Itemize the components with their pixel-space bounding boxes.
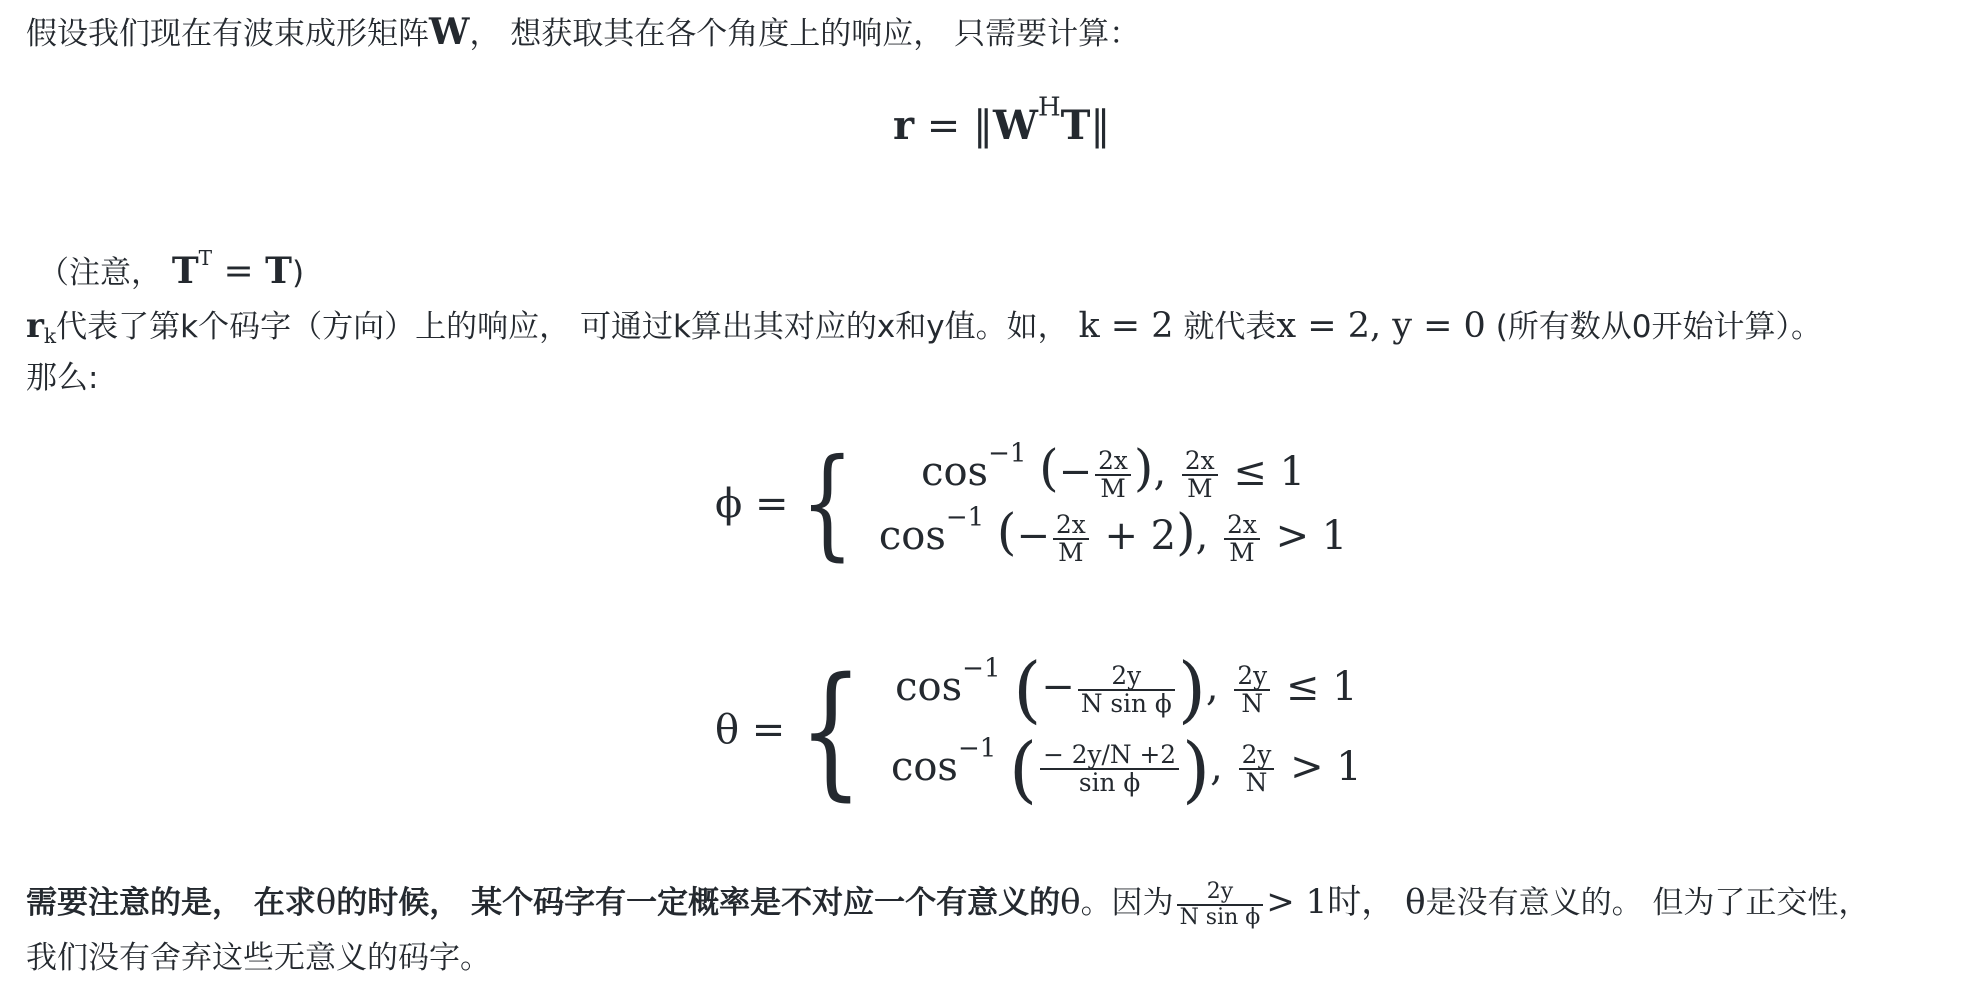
eq-norm-close: ‖ bbox=[1090, 103, 1111, 149]
caution-line-2: 我们没有舍弃这些无意义的码字。 bbox=[26, 940, 491, 976]
theta-case1-frac: $\frac{2y}{\text{N sin ϕ}}$ bbox=[1078, 663, 1175, 717]
theta-lhs: θ = bbox=[715, 706, 786, 753]
theta-case2-cond-frac: $\frac{2y}{N}$ bbox=[1239, 742, 1275, 796]
phi-case2-frac: $\frac{2x}{M}$ bbox=[1053, 512, 1089, 566]
theta-case1-inv: −1 bbox=[962, 653, 1001, 684]
theta-brace: { bbox=[799, 645, 864, 814]
note-open: （注意， bbox=[38, 255, 162, 291]
caution-frac: $\frac{2y}{\text{N sin ϕ}}$ bbox=[1177, 880, 1264, 928]
phi-case2-plus2: + 2 bbox=[1104, 513, 1177, 560]
phi-case2-cond: > 1 bbox=[1275, 513, 1348, 560]
caution-text-e: 是没有意义的。 但为了正交性， bbox=[1425, 885, 1870, 921]
theta-case1-cos: cos bbox=[895, 663, 963, 710]
note-T-sup: T bbox=[198, 245, 213, 270]
math-x-y: x = 2, y = 0 bbox=[1276, 306, 1486, 346]
note-eq: = bbox=[212, 251, 266, 292]
codeword-text-b: 就代表 bbox=[1183, 309, 1277, 345]
r-subscript-k: k bbox=[43, 324, 57, 349]
phi-case1-inv: −1 bbox=[988, 438, 1027, 469]
theta-case1-cond: ≤ 1 bbox=[1285, 663, 1358, 710]
note-T2: T bbox=[265, 250, 292, 292]
intro-text: 假设我们现在有波束成形矩阵 bbox=[26, 16, 429, 52]
phi-case2-cond-frac: $\frac{2x}{M}$ bbox=[1224, 512, 1260, 566]
matrix-W: W bbox=[429, 11, 470, 53]
note-line bbox=[38, 247, 304, 297]
note-close: ) bbox=[291, 255, 305, 291]
theta-case-2: $\cos^{-1}$ ( $\frac{- 2y/N +2}{\text{sin ϕ}}$ ), $\frac{2y}{N}$ > 1 bbox=[890, 726, 1362, 811]
intro-text-rest: ， 想获取其在各个角度上的响应， 只需要计算： bbox=[469, 16, 1141, 52]
caution-text-d: > 1时， bbox=[1266, 882, 1396, 922]
caution-paragraph bbox=[26, 878, 1869, 929]
theta-case1-cond-frac: $\frac{2y}{N}$ bbox=[1234, 663, 1270, 717]
phi-case-2: $\cos^{-1}$ (− $\frac{2x}{M}$ + 2), $\frac{2x}{M}$ > 1 bbox=[878, 502, 1348, 568]
math-k-equals-2: k = 2 bbox=[1078, 306, 1174, 346]
equation-phi bbox=[715, 434, 1348, 574]
intro-paragraph bbox=[26, 8, 1140, 58]
eq-T: T bbox=[1060, 102, 1091, 149]
caution-theta-1: θ bbox=[315, 882, 337, 922]
codeword-text-a: 代表了第k个码字（方向）上的响应， 可通过k算出其对应的x和y值。如， bbox=[56, 309, 1069, 345]
theta-case2-cos: cos bbox=[890, 743, 958, 790]
phi-brace: { bbox=[799, 434, 854, 574]
theta-case2-frac: $\frac{- 2y/N +2}{\text{sin ϕ}}$ bbox=[1040, 742, 1179, 796]
then-line: 那么: bbox=[26, 360, 99, 396]
phi-case1-neg: − bbox=[1058, 449, 1093, 495]
theta-case1-neg: − bbox=[1041, 663, 1075, 710]
eq-W: W bbox=[993, 102, 1038, 149]
phi-case1-cond: ≤ 1 bbox=[1233, 449, 1306, 495]
r-symbol: r bbox=[26, 306, 44, 346]
phi-lhs: ϕ = bbox=[715, 481, 789, 528]
caution-theta-2: θ bbox=[1060, 882, 1081, 922]
caution-text-c: 。因为 bbox=[1080, 885, 1174, 921]
phi-case2-cos: cos bbox=[878, 513, 946, 560]
eq-r: r bbox=[893, 102, 915, 149]
equation-response bbox=[893, 92, 1111, 149]
phi-case2-neg: − bbox=[1016, 513, 1050, 560]
phi-case1-cos: cos bbox=[921, 449, 989, 495]
phi-case1-cond-frac: $\frac{2x}{M}$ bbox=[1182, 448, 1218, 502]
note-T: T bbox=[171, 250, 199, 292]
theta-case-1: $\cos^{-1}$ (− $\frac{2y}{\text{N sin ϕ}}$ ), $\frac{2y}{N}$ ≤ 1 bbox=[895, 647, 1358, 731]
phi-case1-frac: $\frac{2x}{M}$ bbox=[1095, 448, 1131, 502]
eq-H-superscript: H bbox=[1037, 92, 1061, 123]
codeword-paragraph bbox=[26, 302, 1822, 351]
equation-theta bbox=[715, 645, 1362, 814]
caution-theta-3: θ bbox=[1405, 882, 1426, 922]
phi-case2-inv: −1 bbox=[945, 502, 985, 533]
theta-case2-cond: > 1 bbox=[1290, 743, 1362, 790]
eq-equals-norm: = ‖ bbox=[914, 103, 994, 149]
caution-bold-a: 需要注意的是， 在求 bbox=[26, 885, 316, 921]
phi-case-1: $\cos^{-1}$ (− $\frac{2x}{M}$ ), $\frac{2x}{M}$ ≤ 1 bbox=[921, 438, 1306, 503]
theta-case2-inv: −1 bbox=[957, 733, 997, 763]
caution-bold-b: 的时候， 某个码字有一定概率是不对应一个有意义的 bbox=[336, 885, 1061, 921]
codeword-text-c: (所有数从0开始计算）。 bbox=[1495, 309, 1823, 345]
